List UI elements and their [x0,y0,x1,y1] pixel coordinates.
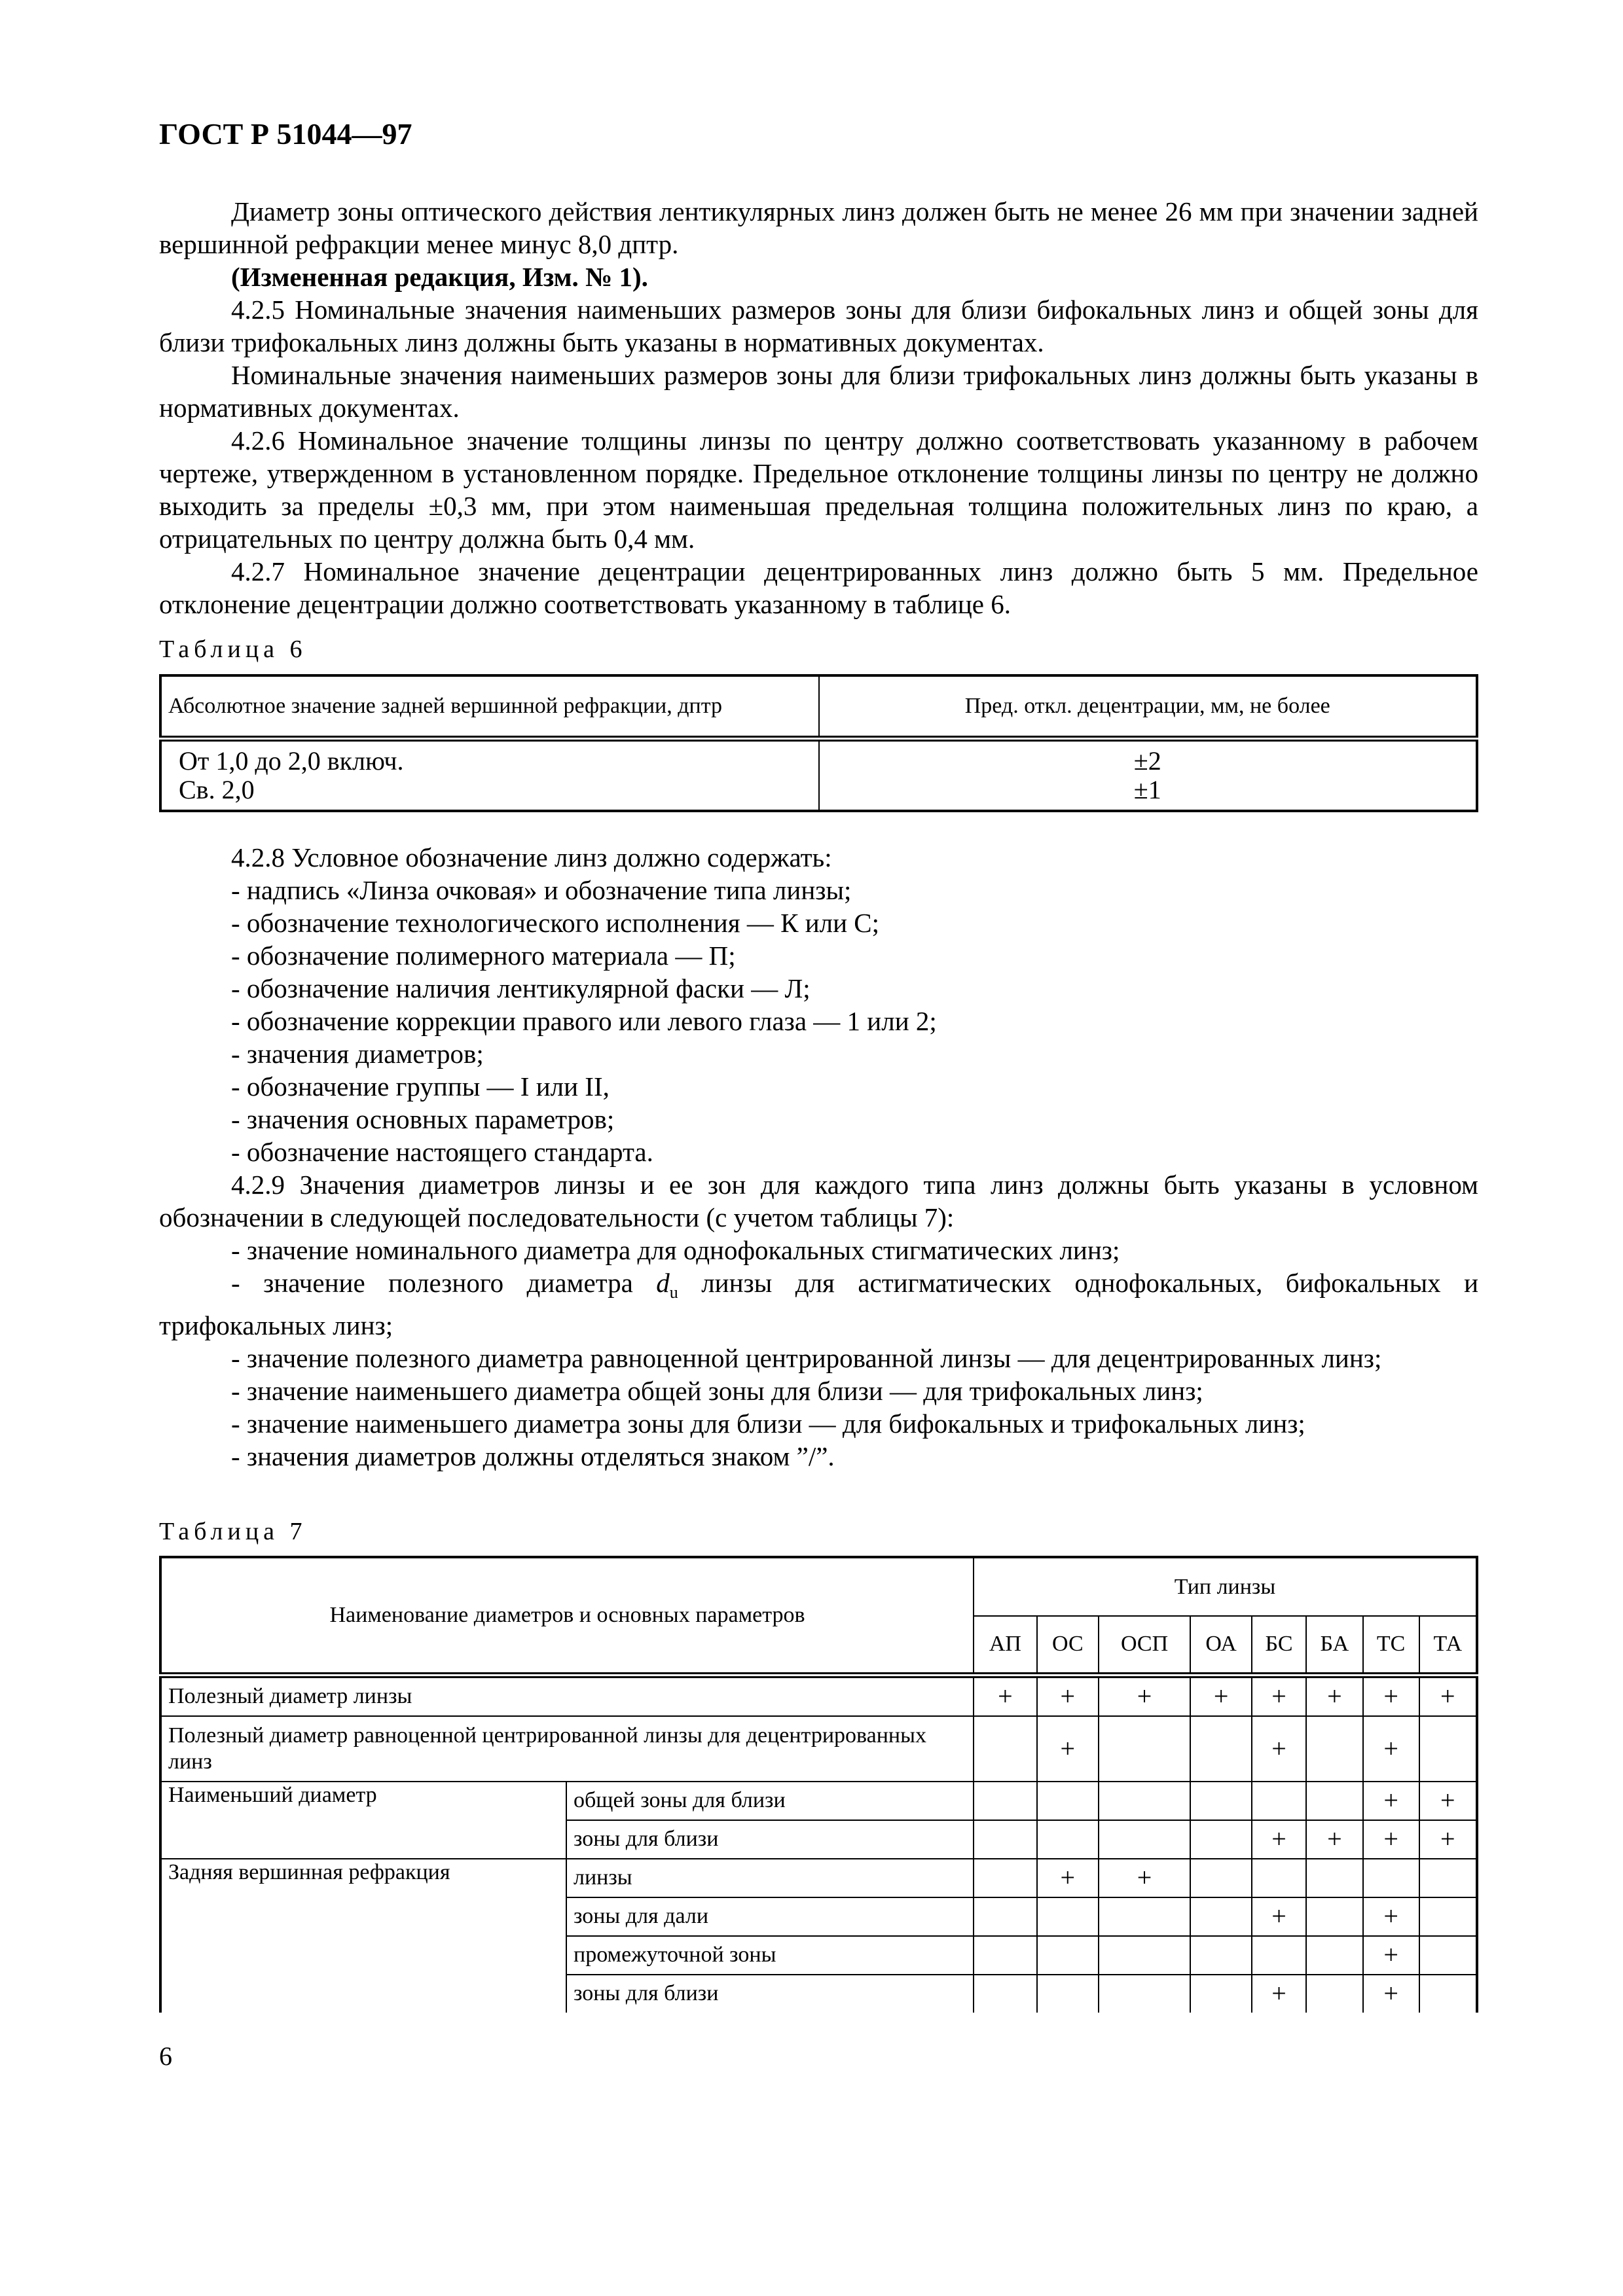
table-row [160,1782,1477,1820]
mark-cell [1037,1782,1099,1820]
mark-cell [1037,1897,1099,1936]
mark-cell [1252,1782,1306,1820]
list-item: - значение наименьшего диаметра общей зоны для близи — для трифокальных линз; [231,1376,1203,1407]
mark-cell [1099,1716,1191,1782]
mark-cell: + [1306,1675,1362,1716]
mark-cell: + [1099,1859,1191,1897]
list-item: - значение номинального диаметра для однофокальных стигматических линз; [231,1235,1120,1265]
table-6-cell [819,739,1478,812]
mark-cell: + [1190,1675,1252,1716]
paragraph-4-2-7: 4.2.7 Номинальное значение децентрации децентрированных линз должно быть 5 мм. Предельное отклонение децентрации должно соответствовать указанному в таблице 6. [159,556,1478,619]
mark-cell: + [1419,1820,1477,1859]
table-6-header: Абсолютное значение задней вершинной рефракции, дптр [160,675,819,739]
table-6-cell-text: ±2 [1133,746,1161,776]
mark-cell [1099,1820,1191,1859]
mark-cell: + [1363,1782,1419,1820]
mark-cell: + [1306,1820,1362,1859]
variable-d: d [656,1268,670,1298]
mark-cell [1419,1897,1477,1936]
type-header-0: АП [974,1616,1037,1675]
table-6-caption: Таблица 6 [159,636,307,663]
mark-cell [974,1936,1037,1975]
list-item: - обозначение наличия лентикулярной фаски — Л; [231,973,811,1003]
document-header: ГОСТ Р 51044—97 [159,117,412,151]
table-row [160,1716,1477,1782]
row-group-label: Наименьший диаметр [160,1782,566,1859]
list-item [159,1266,1478,1342]
mark-cell [1099,1975,1191,2013]
table-7-header-type: Тип линзы [974,1557,1477,1616]
mark-cell [1419,1859,1477,1897]
mark-cell: + [1363,1675,1419,1716]
mark-cell [1252,1859,1306,1897]
row-sublabel: зоны для близи [566,1820,974,1859]
mark-cell: + [1252,1820,1306,1859]
table-row [160,1859,1477,1897]
text-block-1 [159,195,1478,620]
mark-cell [1306,1782,1362,1820]
mark-cell: + [1252,1897,1306,1936]
mark-cell: + [974,1675,1037,1716]
mark-cell [974,1975,1037,2013]
table-row [160,1675,1477,1716]
list-item: - значения диаметров; [231,1039,484,1069]
subscript: u [669,1283,678,1302]
mark-cell [974,1859,1037,1897]
mark-cell: + [1363,1820,1419,1859]
mark-cell: + [1252,1975,1306,2013]
mark-cell [974,1897,1037,1936]
table-6-cell-text: От 1,0 до 2,0 включ. [179,746,404,776]
mark-cell [1306,1716,1362,1782]
list-item: - надпись «Линза очковая» и обозначение типа линзы; [231,875,852,905]
list-item: - значение полезного диаметра равноценной центрированной линзы — для децентрированных линз; [231,1343,1382,1374]
mark-cell: + [1252,1716,1306,1782]
mark-cell [974,1782,1037,1820]
table-6-cell [160,739,819,812]
mark-cell: + [1363,1936,1419,1975]
row-sublabel: линзы [566,1859,974,1897]
list-item: - обозначение настоящего стандарта. [231,1137,653,1167]
paragraph-4-2-5-b: Номинальные значения наименьших размеров зоны для близи трифокальных линз должны быть указаны в нормативных документах. [159,360,1478,423]
mark-cell [1190,1936,1252,1975]
mark-cell [1190,1975,1252,2013]
table-6-cell-text: Св. 2,0 [179,775,255,804]
mark-cell [1306,1936,1362,1975]
mark-cell [1252,1936,1306,1975]
list-item: - значения основных параметров; [231,1104,615,1134]
mark-cell: + [1363,1897,1419,1936]
list-item: - обозначение группы — I или II, [231,1071,610,1102]
paragraph: Диаметр зоны оптического действия лентикулярных линз должен быть не менее 26 мм при значении задней вершинной рефракции менее минус 8,0 дптр. [159,196,1478,259]
mark-cell [974,1820,1037,1859]
mark-cell [974,1716,1037,1782]
mark-cell [1306,1975,1362,2013]
mark-cell: + [1419,1675,1477,1716]
type-header-3: ОА [1190,1616,1252,1675]
list-item: - обозначение технологического исполнения — К или С; [231,908,880,938]
mark-cell: + [1363,1716,1419,1782]
mark-cell [1419,1936,1477,1975]
mark-cell: + [1037,1859,1099,1897]
mark-cell: + [1363,1975,1419,2013]
type-header-7: ТА [1419,1616,1477,1675]
paragraph-4-2-6: 4.2.6 Номинальное значение толщины линзы по центру должно соответствовать указанному в рабочем чертеже, утвержденном в установленном порядке. Предельное отклонение толщины линзы по центру не должно выходить за пределы ±0,3 мм, при этом наименьшая предельная толщина положительных линз по краю, а отрицательных по центру должна быть 0,4 мм. [159,425,1478,554]
mark-cell [1419,1975,1477,2013]
paragraph-4-2-9: 4.2.9 Значения диаметров линзы и ее зон для каждого типа линз должны быть указаны в условном обозначении в следующей последовательности (с учетом таблицы 7): [159,1170,1478,1232]
paragraph-4-2-8: 4.2.8 Условное обозначение линз должно содержать: [231,842,832,872]
mark-cell [1190,1820,1252,1859]
mark-cell [1190,1859,1252,1897]
mark-cell: + [1099,1675,1191,1716]
list-item: - значение наименьшего диаметра зоны для близи — для бифокальных и трифокальных линз; [231,1408,1305,1439]
table-6-cell-text: ±1 [1133,775,1161,804]
mark-cell [1099,1936,1191,1975]
type-header-6: ТС [1363,1616,1419,1675]
mark-cell [1306,1859,1362,1897]
list-item: - обозначение полимерного материала — П; [231,941,736,971]
mark-cell [1037,1820,1099,1859]
row-group-label: Задняя вершинная рефракция [160,1859,566,2013]
type-header-2: ОСП [1099,1616,1191,1675]
page-number: 6 [159,2041,172,2071]
mark-cell [1099,1782,1191,1820]
amendment-note: (Измененная редакция, Изм. № 1). [231,262,648,292]
text-block-2 [159,841,1478,1473]
mark-cell [1190,1897,1252,1936]
row-label: Полезный диаметр равноценной центрированной линзы для децентрированных линз [160,1716,974,1782]
type-header-4: БС [1252,1616,1306,1675]
mark-cell: + [1252,1675,1306,1716]
table-7-caption: Таблица 7 [159,1518,307,1545]
mark-cell: + [1037,1675,1099,1716]
row-sublabel: зоны для дали [566,1897,974,1936]
table-6 [159,674,1478,812]
mark-cell [1099,1897,1191,1936]
table-7-header-main: Наименование диаметров и основных параметров [160,1557,974,1675]
row-label: Полезный диаметр линзы [160,1675,974,1716]
mark-cell [1037,1975,1099,2013]
table-7 [159,1556,1478,2013]
type-header-5: БА [1306,1616,1362,1675]
mark-cell [1419,1716,1477,1782]
mark-cell [1190,1782,1252,1820]
mark-cell [1190,1716,1252,1782]
mark-cell [1306,1897,1362,1936]
list-item: - обозначение коррекции правого или левого глаза — 1 или 2; [231,1006,937,1036]
mark-cell: + [1419,1782,1477,1820]
text: линзы для астигматических однофокальных, бифокальных и трифокальных линз; [159,1268,1479,1341]
text: - значение полезного диаметра [231,1268,657,1298]
row-sublabel: общей зоны для близи [566,1782,974,1820]
table-6-header: Пред. откл. децентрации, мм, не более [819,675,1478,739]
row-sublabel: зоны для близи [566,1975,974,2013]
list-item: - значения диаметров должны отделяться знаком ”/”. [231,1441,835,1472]
row-sublabel: промежуточной зоны [566,1936,974,1975]
mark-cell [1363,1859,1419,1897]
type-header-1: ОС [1037,1616,1099,1675]
mark-cell: + [1037,1716,1099,1782]
paragraph-4-2-5: 4.2.5 Номинальные значения наименьших размеров зоны для близи бифокальных линз и общей зоны для близи трифокальных линз должны быть указаны в нормативных документах. [159,295,1478,357]
mark-cell [1037,1936,1099,1975]
